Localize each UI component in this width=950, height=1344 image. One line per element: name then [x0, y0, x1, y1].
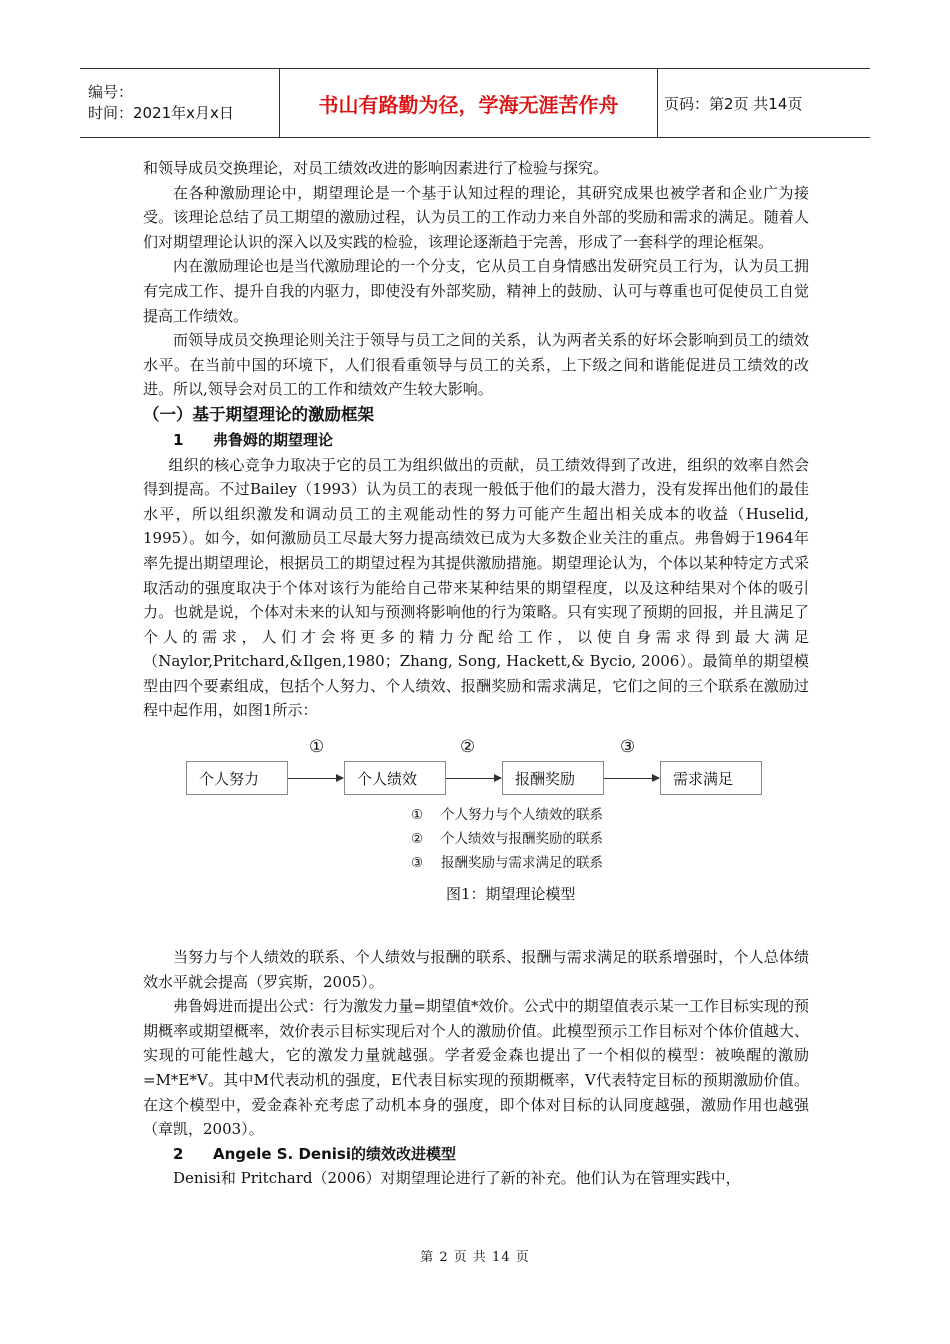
header-motto: 书山有路勤为径，学海无涯苦作舟 — [280, 69, 658, 137]
document-code: 编号： — [88, 83, 134, 101]
header-meta — [80, 69, 280, 137]
paragraph: 而领导成员交换理论则关注于领导与员工之间的关系，认为两者关系的好坏会影响到员工的绩效水平。在当前中国的环境下，人们很看重领导与员工的关系，上下级之间和谐能促进员工绩效的改进。所以,领导会对员工的工作和绩效产生较大影响。 — [143, 331, 809, 399]
subsection-title: Angele S. Denisi的绩效改进模型 — [213, 1144, 456, 1163]
figure-box-reward: 报酬奖励 — [502, 761, 604, 795]
legend-mark: ③ — [411, 855, 424, 872]
legend-mark: ② — [411, 831, 424, 848]
subsection-heading — [143, 428, 809, 453]
legend-text: 个人绩效与报酬奖励的联系 — [441, 831, 603, 848]
header-page-number: 页码：第2页 共14页 — [664, 94, 803, 113]
figure-legend — [411, 803, 603, 875]
legend-mark: ① — [411, 807, 424, 824]
document-date: 时间：2021年x月x日 — [88, 104, 234, 122]
figure-box-effort: 个人努力 — [186, 761, 288, 795]
subsection-title: 弗鲁姆的期望理论 — [213, 430, 334, 449]
paragraph: 弗鲁姆进而提出公式：行为激发力量=期望值*效价。公式中的期望值表示某一工作目标实现的预期概率或期望概率，效价表示目标实现后对个人的激励价值。此模型预示工作目标对个体价值越大、实现的可能性越大，它的激发力量就越强。学者爱金森也提出了一个相似的模型：被唤醒的激励=M*E*V。其中M代表动机的强度，E代表目标实现的预期概率，V代表特定目标的预期激励价值。在这个模型中，爱金森补充考虑了动机本身的强度，即个体对目标的认同度越强，激励作用也越强（章凯，2003）。 — [143, 997, 809, 1139]
paragraph: Denisi和 Pritchard（2006）对期望理论进行了新的补充。他们认为在管理实践中， — [173, 1169, 741, 1188]
arrow-mark: ③ — [620, 737, 636, 758]
paragraph: 当努力与个人绩效的联系、个人绩效与报酬的联系、报酬与需求满足的联系增强时，个人总体绩效水平就会提高（罗宾斯，2005）。 — [143, 948, 809, 991]
figure-arrow — [446, 778, 501, 779]
figure-box-performance: 个人绩效 — [344, 761, 446, 795]
page-footer: 第 2 页 共 14 页 — [420, 1250, 530, 1265]
section-heading: （一）基于期望理论的激励框架 — [143, 404, 374, 424]
arrow-mark: ① — [309, 737, 325, 758]
arrow-mark: ② — [460, 737, 476, 758]
legend-item — [411, 827, 603, 851]
legend-item — [411, 851, 603, 875]
subsection-heading — [143, 1142, 809, 1167]
page-header — [80, 68, 870, 138]
figure-box-satisfaction: 需求满足 — [660, 761, 762, 795]
figure-arrow — [288, 778, 343, 779]
legend-item — [411, 803, 603, 827]
figure-arrow — [604, 778, 659, 779]
subsection-number: 1 — [173, 430, 184, 449]
legend-text: 报酬奖励与需求满足的联系 — [441, 855, 603, 872]
document-body — [143, 156, 809, 1191]
paragraph: 组织的核心竞争力取决于它的员工为组织做出的贡献，员工绩效得到了改进，组织的效率自然会得到提高。不过Bailey（1993）认为员工的表现一般低于他们的最大潜力，没有发挥出他们的最佳水平，所以组织激发和调动员工的主观能动性的努力可能产生超出相关成本的收益（Huselid, 1995）。如今，如何激励员工尽最大努力提高绩效已成为大多数企业关注的重点。弗鲁姆于1964年率先提出期望理论，根据员工的期望过程为其提供激励措施。期望理论认为，个体以某种特定方式采取活动的强度取决于个体对该行为能给自己带来某种结果的期望程度，以及这种结果对个体的吸引力。也就是说，个体对未来的认知与预测将影响他的行为策略。只有实现了预期的回报，并且满足了个人的需求，人们才会将更多的精力分配给工作，以使自身需求得到最大满足（Naylor,Pritchard,&Ilgen,1980；Zhang, Song, Hackett,& Bycio, 2006）。最简单的期望模型由四个要素组成，包括个人努力、个人绩效、报酬奖励和需求满足，它们之间的三个联系在激励过程中起作用，如图1所示： — [143, 455, 809, 720]
paragraph: 和领导成员交换理论，对员工绩效改进的影响因素进行了检验与探究。 — [143, 159, 609, 177]
paragraph: 在各种激励理论中，期望理论是一个基于认知过程的理论，其研究成果也被学者和企业广为接受。该理论总结了员工期望的激励过程，认为员工的工作动力来自外部的奖励和需求的满足。随着人们对期望理论认识的深入以及实践的检验，该理论逐渐趋于完善，形成了一套科学的理论框架。 — [143, 183, 809, 251]
subsection-number: 2 — [173, 1144, 184, 1163]
expectancy-model-figure — [143, 737, 809, 919]
paragraph: 内在激励理论也是当代激励理论的一个分支，它从员工自身情感出发研究员工行为，认为员工拥有完成工作、提升自我的内驱力，即使没有外部奖励，精神上的鼓励、认可与尊重也可促使员工自觉提高工作绩效。 — [143, 257, 809, 325]
figure-caption: 图1：期望理论模型 — [446, 885, 576, 904]
legend-text: 个人努力与个人绩效的联系 — [441, 807, 603, 824]
